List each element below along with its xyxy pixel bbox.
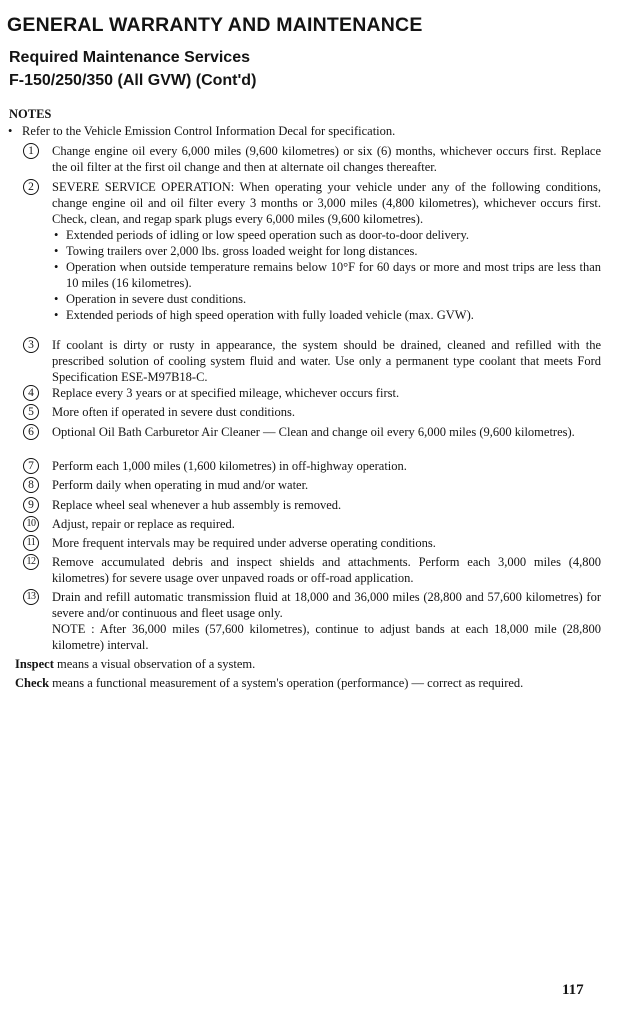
note-item	[23, 458, 601, 474]
note-text: SEVERE SERVICE OPERATION: When operating your vehicle under any of the following conditions, change engine oil and oil filter every 3 months or 3,000 miles (4,800 kilometres), whichever occurs first. Check, clean, and regap spark plugs every 6,000 miles (9,600 kilometres).	[52, 180, 601, 226]
note-text: Replace wheel seal whenever a hub assembly is removed.	[52, 498, 342, 512]
definition-inspect	[15, 656, 595, 672]
definition-text: means a functional measurement of a system's operation (performance) — correct as required.	[49, 676, 524, 690]
note-number: 1	[23, 143, 39, 159]
note-text: Remove accumulated debris and inspect shields and attachments. Perform each 3,000 miles (4,800 kilometres) for severe usage over unpaved roads or off-road application.	[52, 555, 601, 585]
note-text: If coolant is dirty or rusty in appearance, the system should be drained, cleaned and refilled with the prescribed solution of cooling system fluid and water. Use only a permanent type coolant that meets Ford Specification ESE-M97B18-C.	[52, 338, 601, 384]
note-bullet: • Extended periods of high speed operation with fully loaded vehicle (max. GVW).	[52, 307, 601, 323]
note-number: 9	[23, 497, 39, 513]
note-text: Drain and refill automatic transmission fluid at 18,000 and 36,000 miles (28,800 and 57,600 kilometres) for severe and/or continuous and fleet usage only.	[52, 590, 601, 620]
note-bullet: • Towing trailers over 2,000 lbs. gross loaded weight for long distances.	[52, 243, 601, 259]
note-text: More frequent intervals may be required under adverse operating conditions.	[52, 536, 436, 550]
note-item	[23, 337, 601, 385]
note-item	[23, 385, 601, 401]
note-text: Change engine oil every 6,000 miles (9,600 kilometres) or six (6) months, whichever occurs first. Replace the oil filter at the first oil change and then at alternate oil changes thereafter.	[52, 144, 601, 174]
note-number: 11	[23, 535, 39, 551]
notes-intro: • Refer to the Vehicle Emission Control Information Decal for specification.	[8, 124, 396, 138]
note-bullet: • Extended periods of idling or low speed operation such as door-to-door delivery.	[52, 227, 601, 243]
note-text: Adjust, repair or replace as required.	[52, 517, 235, 531]
notes-intro-text: Refer to the Vehicle Emission Control Information Decal for specification.	[22, 124, 396, 138]
note-bullet: • Operation in severe dust conditions.	[52, 291, 601, 307]
section-title: Required Maintenance Services	[9, 49, 250, 66]
note-item	[23, 179, 601, 323]
note-item	[23, 535, 601, 551]
page-title: GENERAL WARRANTY AND MAINTENANCE	[7, 14, 423, 36]
note-number: 7	[23, 458, 39, 474]
note-text: Perform daily when operating in mud and/or water.	[52, 478, 309, 492]
note-number: 4	[23, 385, 39, 401]
note-bullet: • Operation when outside temperature remains below 10°F for 60 days or more and most trips are less than 10 miles (16 kilometres).	[52, 259, 601, 291]
note-number: 13	[23, 589, 39, 605]
note-text: Replace every 3 years or at specified mileage, whichever occurs first.	[52, 386, 400, 400]
definition-check	[15, 675, 595, 691]
note-number: 10	[23, 516, 39, 532]
note-extra: NOTE : After 36,000 miles (57,600 kilometres), continue to adjust bands at each 18,000 mile (28,800 kilometre) interval.	[52, 622, 601, 652]
definition-text: means a visual observation of a system.	[53, 657, 256, 671]
note-item	[23, 554, 601, 586]
note-number: 6	[23, 424, 39, 440]
model-title: F-150/250/350 (All GVW) (Cont'd)	[9, 72, 257, 89]
note-text: Perform each 1,000 miles (1,600 kilometres) in off-highway operation.	[52, 459, 407, 473]
note-item	[23, 589, 601, 653]
page-number: 117	[562, 982, 584, 998]
note-item	[23, 497, 601, 513]
note-text: More often if operated in severe dust conditions.	[52, 405, 295, 419]
note-item	[23, 424, 601, 440]
notes-heading: NOTES	[9, 107, 52, 121]
note-item	[23, 404, 601, 420]
note-number: 3	[23, 337, 39, 353]
note-item	[23, 143, 601, 175]
definition-term: Inspect	[15, 657, 54, 671]
note-number: 2	[23, 179, 39, 195]
definition-term: Check	[15, 676, 50, 690]
note-number: 12	[23, 554, 39, 570]
note-item	[23, 516, 601, 532]
note-number: 8	[23, 477, 39, 493]
note-text: Optional Oil Bath Carburetor Air Cleaner — Clean and change oil every 6,000 miles (9,600 kilometres).	[52, 425, 575, 439]
note-item	[23, 477, 601, 493]
note-number: 5	[23, 404, 39, 420]
